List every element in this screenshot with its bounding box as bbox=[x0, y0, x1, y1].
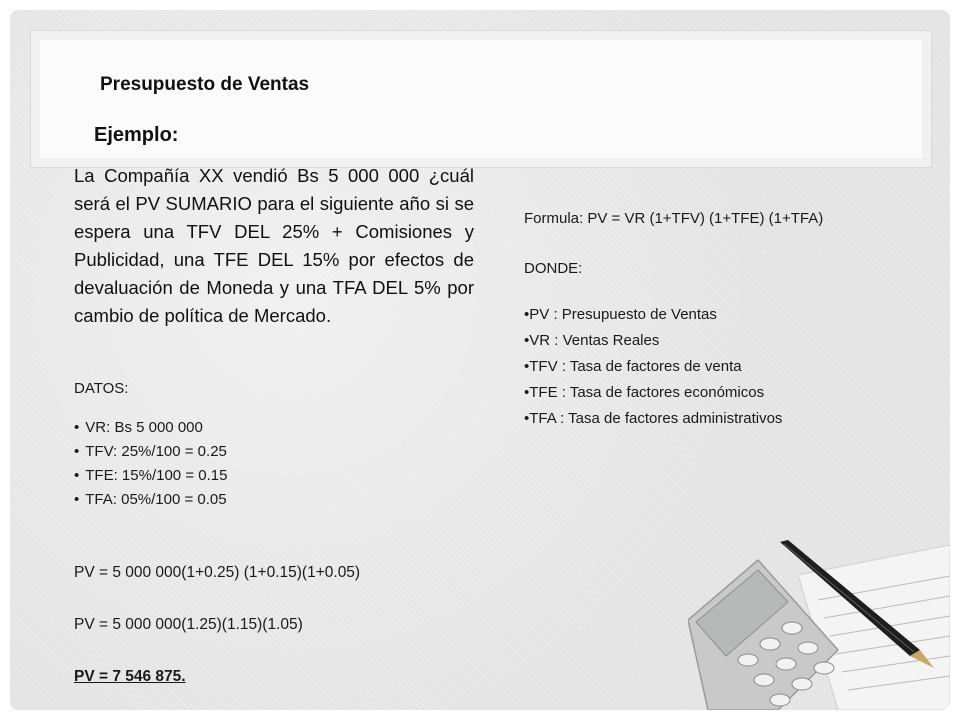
datos-list bbox=[74, 416, 494, 512]
definition-item: • TFA : Tasa de factores administrativos bbox=[524, 406, 944, 432]
datos-item: • TFV: 25%/100 = 0.25 bbox=[74, 440, 494, 464]
example-heading: Ejemplo: bbox=[94, 124, 179, 146]
formula-text: Formula: PV = VR (1+TFV) (1+TFE) (1+TFA) bbox=[524, 210, 824, 227]
calculator-pen-icon bbox=[688, 540, 950, 710]
datos-item: • TFA: 05%/100 = 0.05 bbox=[74, 488, 494, 512]
slide bbox=[10, 10, 950, 710]
calculation-line-2: PV = 5 000 000(1.25)(1.15)(1.05) bbox=[74, 616, 303, 633]
definition-item: • TFV : Tasa de factores de venta bbox=[524, 354, 944, 380]
definition-item: • PV : Presupuesto de Ventas bbox=[524, 302, 944, 328]
problem-statement: La Compañía XX vendió Bs 5 000 000 ¿cuál será el PV SUMARIO para el siguiente año si se espera una TFV DEL 25% + Comisiones y Publicidad, una TFE DEL 15% por efectos de devaluación de Moneda y una TFA DEL 5% por cambio de política de Mercado. bbox=[74, 165, 474, 326]
slide-title: Presupuesto de Ventas bbox=[100, 74, 310, 95]
title-panel bbox=[30, 30, 932, 168]
datos-section bbox=[74, 376, 494, 512]
definition-item: • VR : Ventas Reales bbox=[524, 328, 944, 354]
calculation-result: PV = 7 546 875. bbox=[74, 668, 186, 685]
datos-label: DATOS: bbox=[74, 380, 129, 397]
definition-item: • TFE : Tasa de factores económicos bbox=[524, 380, 944, 406]
donde-label: DONDE: bbox=[524, 260, 583, 277]
datos-item: • TFE: 15%/100 = 0.15 bbox=[74, 464, 494, 488]
datos-item: • VR: Bs 5 000 000 bbox=[74, 416, 494, 440]
calculation-line-1: PV = 5 000 000(1+0.25) (1+0.15)(1+0.05) bbox=[74, 564, 361, 581]
formula-section bbox=[524, 206, 944, 432]
definitions-list bbox=[524, 302, 944, 432]
